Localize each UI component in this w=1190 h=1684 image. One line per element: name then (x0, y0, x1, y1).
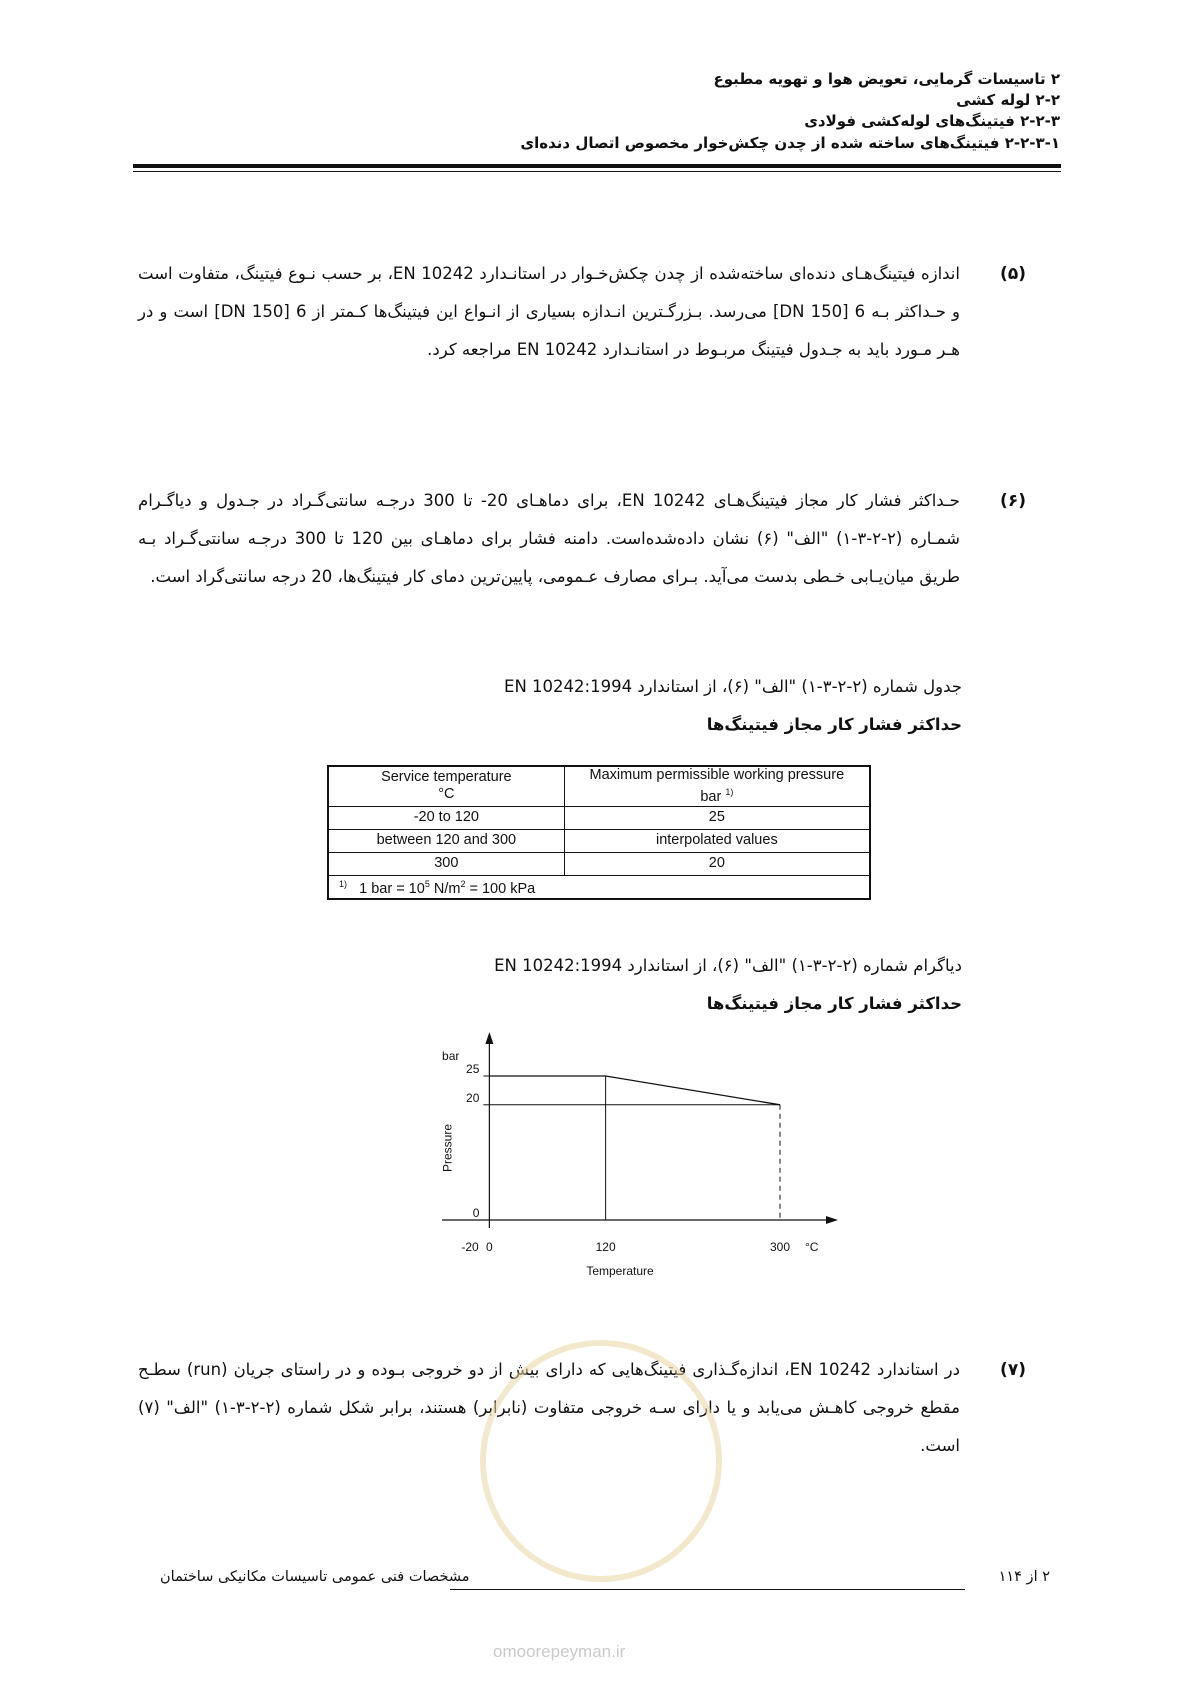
table-cell: interpolated values (564, 829, 870, 852)
x-unit-label: °C (805, 1240, 819, 1254)
table-header-cell (564, 766, 870, 806)
footnote-mark: 1) (725, 787, 734, 797)
table-cell: 300 (328, 852, 564, 875)
footer-rule (450, 1589, 965, 1590)
header-line-3: ۲-۲-۳ فیتینگ‌های لوله‌کشی فولادی (804, 112, 1060, 130)
x-tick-label: 120 (595, 1240, 616, 1254)
note-part: 1 bar = 10 (359, 880, 425, 897)
header-temperature: Service temperature (381, 769, 512, 786)
pressure-table (327, 765, 871, 900)
y-tick-label: 25 (466, 1062, 480, 1076)
note-part: = 100 kPa (465, 880, 536, 897)
table-row (328, 806, 870, 829)
header-temperature-unit: °C (438, 786, 455, 803)
table-title: حداکثر فشار کار مجاز فیتینگ‌ها (706, 715, 962, 734)
table-cell: between 120 and 300 (328, 829, 564, 852)
table-row (328, 852, 870, 875)
table-row (328, 829, 870, 852)
x-tick-label: 300 (769, 1240, 791, 1254)
note-exponent: 2 (460, 878, 466, 889)
watermark-site: omoorepeyman.ir (493, 1642, 626, 1661)
header-pressure-unit: bar (700, 788, 722, 805)
header-line-1: ۲ تاسیسات گرمایی، تعویض هوا و تهویه مطبوع (713, 70, 1060, 88)
header-rule-thin (133, 171, 1061, 172)
note-exponent: 5 (424, 878, 430, 889)
page-number: ۲ از ۱۱۴ (998, 1569, 1050, 1585)
header-rule-thick (133, 164, 1061, 168)
pressure-temperature-chart (400, 1020, 840, 1280)
pressure-series-line (489, 1076, 780, 1105)
paragraph-text: اندازه فیتینگ‌هـای دنده‌ای ساخته‌شده از چدن چکش‌خـوار در استانـدارد EN 10242، بر حسب نـوع فیتینگ، متفاوت است و حـداکثر بـه 6 [DN 150] می‌رسد. بـزرگـترین انـدازه بسیاری از انـواع این فیتینگ‌ها کـمتر از 6 [DN 150] است و در هـر مـورد باید به جـدول فیتینگ مربـوط در استانـدارد EN 10242 مراجعه کرد. (138, 264, 960, 359)
x-tick-label: -20 (461, 1240, 479, 1254)
paragraph-number: (۷) (1000, 1360, 1026, 1380)
table-cell: 20 (564, 852, 870, 875)
x-axis-title: Temperature (586, 1264, 654, 1278)
table-caption: جدول شماره (۲-۲-۳-۱) "الف" (۶)، از استاندارد EN 10242:1994 (504, 677, 962, 696)
table-note (328, 875, 870, 899)
header-line-2: ۲-۲ لوله کشی (956, 91, 1060, 109)
x-tick-label: 0 (486, 1240, 493, 1254)
footer-title: مشخصات فنی عمومی تاسیسات مکانیکی ساختمان (160, 1569, 470, 1585)
y-tick-label: 20 (466, 1090, 480, 1105)
y-unit-label: bar (442, 1049, 460, 1063)
y-tick-label: 0 (472, 1206, 480, 1220)
table-note-row (328, 875, 870, 899)
table-header-cell (328, 766, 564, 806)
diagram-caption: دیاگرام شماره (۲-۲-۳-۱) "الف" (۶)، از استاندارد EN 10242:1994 (494, 956, 962, 975)
table-cell: 25 (564, 806, 870, 829)
table-header-row (328, 766, 870, 806)
paragraph-number: (۵) (1000, 264, 1026, 284)
watermark-seal (480, 1340, 722, 1582)
diagram-title: حداکثر فشار کار مجاز فیتینگ‌ها (706, 994, 962, 1013)
footnote-mark: 1) (339, 878, 348, 889)
paragraph-number: (۶) (1000, 491, 1026, 511)
paragraph-text: در استاندارد EN 10242، اندازه‌گـذاری فیتینگ‌هایی که دارای بیش از دو خروجی بـوده و در راستای جریان (run) سطـح مقطع خروجی کاهـش می‌یابد و یا دارای سـه خروجی متفاوت (نابرابر) هستند، برابر شکل شماره (۲-۲-۳-۱) "الف" (۷) است. (138, 1360, 960, 1455)
header-line-4: ۲-۲-۳-۱ فیتینگ‌های ساخته شده از چدن چکش‌خوار مخصوص اتصال دنده‌ای (520, 134, 1060, 152)
header-pressure: Maximum permissible working pressure (589, 767, 845, 783)
y-axis-title: Pressure (440, 1123, 455, 1173)
table-cell: -20 to 120 (328, 806, 564, 829)
y-axis-arrow (485, 1032, 493, 1044)
note-part: N/m (429, 880, 461, 897)
x-axis-arrow (826, 1216, 838, 1224)
paragraph-text: حـداکثر فشار کار مجاز فیتینگ‌هـای EN 10242، برای دماهـای 20- تا 300 درجـه سانتی‌گـراد در جـدول و دیاگـرام شمـاره (۲-۲-۳-۱) "الف" (۶) نشان داده‌شده‌است. دامنه فشار برای دماهـای بین 120 تا 300 درجـه سانتی‌گـراد بـه طریق میان‌یـابی خـطی بدست می‌آید. بـرای مصارف عـمومی، پایین‌ترین دمای کار فیتینگ‌ها، 20 درجه سانتی‌گراد است. (138, 491, 960, 586)
